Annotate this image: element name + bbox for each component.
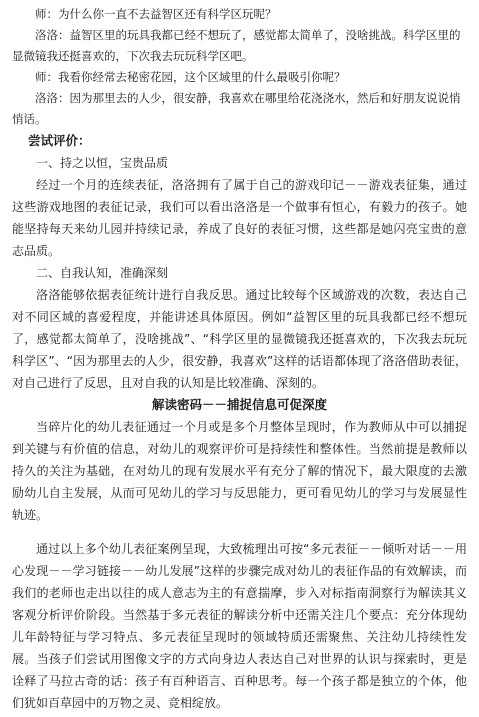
decode-body: 当碎片化的幼儿表征通过一个月或是多个月整体呈现时，作为教师从中可以捕捉到关键与有价值的信息，对幼儿的观察评价可是持续性和整体性。当然前提是教师以持久的关注为基础，在对幼儿的现有发展水平有充分了解的情况下，最大限度的去激励幼儿自主发展，从而可见幼儿的学习与反思能力，更可看见幼儿的学习与发展显性轨迹。 xyxy=(12,420,467,522)
summary-body: 通过以上多个幼儿表征案例呈现，大致梳理出可按“多元表征－－倾听对话－－用心发现－－学习链接－－幼儿发展”这样的步骤完成对幼儿的表征作品的有效解读，而我们的老师也走出以往的成人意志为主的有意揣摩，步入对标指南洞察行为解读其义客观分析评价阶段。当然基于多元表征的解读分析中还需关注几个要点：充分体现幼儿年龄特征与学习特点、多元表征呈现时的领域特质还需聚焦、关注幼儿持续性发展。当孩子们尝试用图像文字的方式向身边人表达自己对世界的认识与探索时，更是诠释了马拉古奇的话：孩子有百种语言、百种思考。每一个孩子都是独立的个体，他们犹如百草园中的万物之灵、竞相绽放。 xyxy=(12,542,467,710)
dialogue-luoluo-2: 洛洛：因为那里去的人少，很安静，我喜欢在哪里给花浇浇水，然后和好朋友说说悄悄话。 xyxy=(12,91,461,126)
point2-body: 洛洛能够依据表征统计进行自我反思。通过比较每个区域游戏的次数，表达自己对不同区域的喜爱程度，并能讲述具体原因。例如“益智区里的玩具我都已经不想玩了，感觉都太简单了，没啥挑战”、“科学区里的显微镜我还挺喜欢的，下次我去玩玩科学区”、“因为那里去的人少，很安静，我喜欢”这样的话语都体现了洛洛借助表征，对自己进行了反思，且对自我的认知是比较准确、深刻的。 xyxy=(12,288,467,390)
dialogue-teacher-1: 师：为什么你一直不去益智区还有科学区玩呢？ xyxy=(35,7,277,21)
dialogue-teacher-2: 师：我看你经常去秘密花园，这个区域里的什么最吸引你呢？ xyxy=(35,70,346,84)
point2-title: 二、自我认知，准确深刻 xyxy=(36,266,169,280)
paragraph-gap xyxy=(12,526,467,538)
section-title: 尝试评价： xyxy=(28,133,91,148)
point1-title: 一、持之以恒，宝贵品质 xyxy=(36,156,169,170)
point1-body: 经过一个月的连续表征，洛洛拥有了属于自己的游戏印记－－游戏表征集，通过这些游戏地图的表征记录，我们可以看出洛洛是一个做事有恒心，有毅力的孩子。她能坚持每天来幼儿园并持续记录，养成了良好的表征习惯，这些都是她闪亮宝贵的意志品质。 xyxy=(12,178,467,258)
dialogue-luoluo-1: 洛洛：益智区里的玩具我都已经不想玩了，感觉都太简单了，没啥挑战。科学区里的显微镜我还挺喜欢的，下次我去玩玩科学区吧。 xyxy=(12,28,461,63)
decode-title: 解读密码－－捕捉信息可促深度 xyxy=(151,397,327,412)
